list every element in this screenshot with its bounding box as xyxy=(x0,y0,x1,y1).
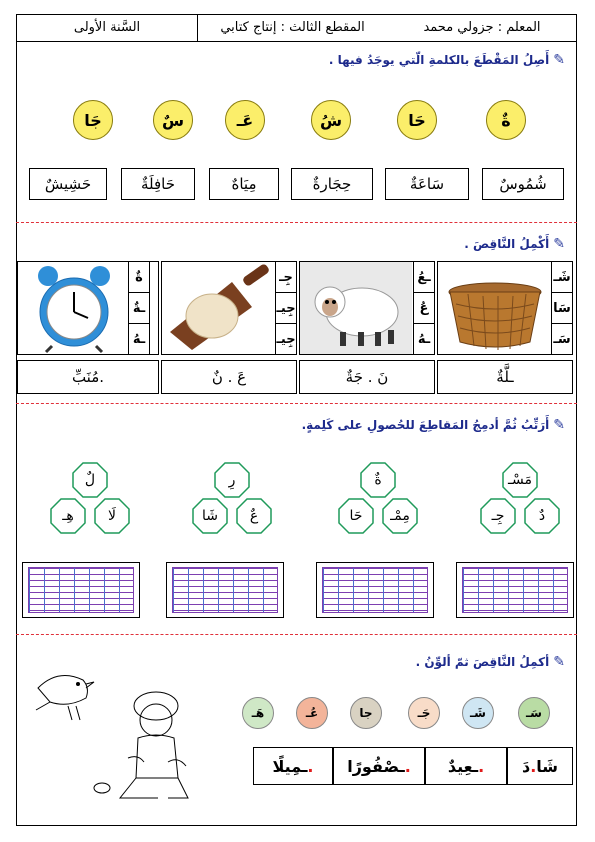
pencil-icon: ✎ xyxy=(553,417,565,433)
syllable-option: ـهُ xyxy=(413,323,435,355)
answer-box: عَ . نٌ xyxy=(161,360,297,394)
syllable-octagon: رِ xyxy=(214,462,250,498)
syllable-octagon: عٌ xyxy=(236,498,272,534)
writing-lines xyxy=(22,562,140,618)
syllable-option: جِـ xyxy=(275,261,297,293)
fill-word-box: . ـصْفُورًا xyxy=(333,747,425,785)
word-box: حِجَارةٌ xyxy=(291,168,373,200)
syllable-option: ـعُ xyxy=(413,261,435,293)
syllable-octagon: لَا xyxy=(94,498,130,534)
section-divider xyxy=(16,403,577,404)
syllable-option: شَـ xyxy=(551,261,573,293)
syllable-option: جِيـ xyxy=(275,323,297,355)
writing-lines xyxy=(316,562,434,618)
syllable-octagon: دٌ xyxy=(524,498,560,534)
unit-title: المقطع الثالث : إنتاج كتابي xyxy=(197,14,387,41)
answer-box: نَ . جَةٌ xyxy=(299,360,435,394)
dough-picture xyxy=(162,262,274,354)
word-box: سَاعَةٌ xyxy=(385,168,469,200)
pencil-icon: ✎ xyxy=(553,236,565,252)
syllable-option: ـةٌ xyxy=(128,292,150,324)
alarm-clock-picture xyxy=(18,262,130,354)
ex2-instruction: ✎أَكْمِلُ النَّاقِصَ . xyxy=(464,236,565,252)
syllable-chip: سَـ xyxy=(518,697,550,729)
syllable-circle: ةٌ xyxy=(486,100,526,140)
answer-box: مُنَبِّ. xyxy=(17,360,159,394)
word-box: حَافِلَةٌ xyxy=(121,168,195,200)
syllable-circle: عَـ xyxy=(225,100,265,140)
fill-word-box: . ـمِيلًا xyxy=(253,747,333,785)
syllable-chip: هَـ xyxy=(242,697,274,729)
syllable-option: جِيـ xyxy=(275,292,297,324)
syllable-octagon: هِـ xyxy=(50,498,86,534)
ex3-instruction: ✎أَرَتِّبُ ثُمَّ أدمِجُ المَقاطِعَ للحُصولِ على كَلِمةٍ. xyxy=(301,417,565,433)
syllable-option: ـهُ xyxy=(128,323,150,355)
syllable-option: سَـ xyxy=(551,323,573,355)
syllable-circle: سٌ xyxy=(153,100,193,140)
syllable-circle: حَا xyxy=(397,100,437,140)
word-box: مِيَاهٌ xyxy=(209,168,279,200)
syllable-octagon: ةٌ xyxy=(360,462,396,498)
syllable-chip: شَـ xyxy=(462,697,494,729)
sheep-picture xyxy=(300,262,412,354)
ex4-instruction: ✎أكمِلُ النَّاقِصَ ثمّ ألوِّنُ . xyxy=(415,654,565,670)
syllable-option: ةٌ xyxy=(128,261,150,293)
fill-word-box: . ـعِيدٌ xyxy=(425,747,507,785)
teacher-name: المعلم : جزولي محمد xyxy=(423,20,541,35)
word-box: حَشِيشٌ xyxy=(29,168,107,200)
syllable-octagon: لٌ xyxy=(72,462,108,498)
syllable-octagon: جِـ xyxy=(480,498,516,534)
section-divider xyxy=(16,634,577,635)
syllable-octagon: حَا xyxy=(338,498,374,534)
syllable-chip: جَـ xyxy=(408,697,440,729)
fill-word-box: شَا . دَ xyxy=(507,747,573,785)
school-year: السَّنة الأولى xyxy=(16,14,197,41)
syllable-circle: شُ xyxy=(311,100,351,140)
syllable-chip: عُـ xyxy=(296,697,328,729)
word-box: شُمُوسٌ xyxy=(482,168,564,200)
header-bar xyxy=(16,14,577,42)
pencil-icon: ✎ xyxy=(553,52,565,68)
syllable-octagon: شَا xyxy=(192,498,228,534)
boy-and-bird-illustration xyxy=(28,658,198,808)
pencil-icon: ✎ xyxy=(553,654,565,670)
writing-lines xyxy=(456,562,574,618)
syllable-option: عُ xyxy=(413,292,435,324)
answer-box: ـلَّةٌ xyxy=(437,360,573,394)
syllable-octagon: مِمْـ xyxy=(382,498,418,534)
syllable-option: سَا xyxy=(551,292,573,324)
basket-picture xyxy=(438,262,550,354)
syllable-circle: جَا xyxy=(73,100,113,140)
writing-lines xyxy=(166,562,284,618)
syllable-octagon: مَسْـ xyxy=(502,462,538,498)
syllable-chip: جا xyxy=(350,697,382,729)
section-divider xyxy=(16,222,577,223)
ex1-instruction: ✎أَصِلُ المَقْطَعَ بالكلمةِ الّتي يوجَدُ فيها . xyxy=(328,52,565,68)
